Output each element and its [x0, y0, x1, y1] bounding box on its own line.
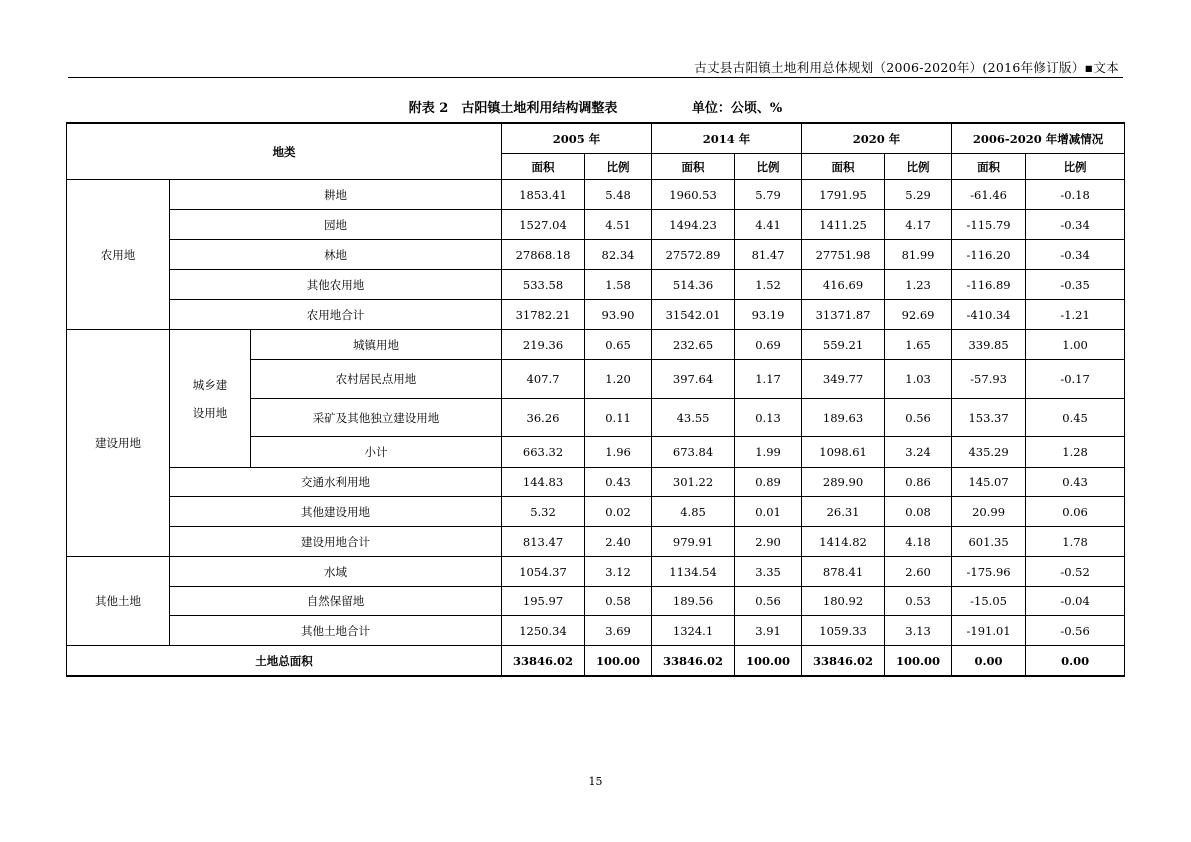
cell-ratio-2005: 0.65	[585, 330, 652, 360]
cell-ratio-2014: 93.19	[735, 300, 802, 330]
caption-unit: 单位：公顷、%	[691, 101, 783, 116]
cell-ratio-2014: 1.52	[735, 270, 802, 300]
cell-ratio-2014: 1.99	[735, 437, 802, 468]
cell-ratio-2014: 4.41	[735, 210, 802, 240]
cell-ratio-change: 0.43	[1026, 468, 1125, 497]
cell-ratio-2005: 0.11	[585, 399, 652, 437]
cell-area-2005: 1054.37	[502, 557, 585, 587]
row-label: 采矿及其他独立建设用地	[251, 399, 502, 437]
cell-ratio-2020: 5.29	[885, 180, 952, 210]
group-urban-rural-label: 城乡建设用地	[192, 377, 228, 420]
page-number: 15	[588, 775, 603, 788]
cell-ratio-2020: 4.18	[885, 527, 952, 557]
header-row-periods	[67, 123, 1125, 154]
header-period-2020: 2020 年	[802, 123, 952, 154]
land-use-structure-table	[66, 122, 1125, 677]
table-row	[67, 557, 1125, 587]
cell-ratio-2005: 1.20	[585, 360, 652, 399]
table-row	[67, 527, 1125, 557]
cell-ratio-2014: 0.89	[735, 468, 802, 497]
row-label: 水域	[170, 557, 502, 587]
cell-area-2005: 813.47	[502, 527, 585, 557]
cell-area-2020: 1098.61	[802, 437, 885, 468]
cell-area-2014: 27572.89	[652, 240, 735, 270]
cell-area-change: 0.00	[952, 646, 1026, 677]
cell-ratio-2005: 0.58	[585, 587, 652, 616]
cell-area-2005: 5.32	[502, 497, 585, 527]
table-row	[67, 240, 1125, 270]
cell-area-change: -116.20	[952, 240, 1026, 270]
row-label: 林地	[170, 240, 502, 270]
cell-ratio-change: 0.00	[1026, 646, 1125, 677]
cell-area-2020: 1059.33	[802, 616, 885, 646]
cell-ratio-2020: 1.65	[885, 330, 952, 360]
cell-area-2020: 31371.87	[802, 300, 885, 330]
cell-area-2020: 289.90	[802, 468, 885, 497]
cell-area-2014: 4.85	[652, 497, 735, 527]
cell-area-2005: 195.97	[502, 587, 585, 616]
group-construction-land: 建设用地	[67, 330, 170, 557]
cell-area-change: 153.37	[952, 399, 1026, 437]
cell-ratio-2014: 0.56	[735, 587, 802, 616]
cell-area-2020: 180.92	[802, 587, 885, 616]
cell-area-2005: 533.58	[502, 270, 585, 300]
table-caption	[0, 97, 1191, 116]
table-row-total	[67, 646, 1125, 677]
caption-title: 附表 2 古阳镇土地利用结构调整表	[408, 101, 618, 116]
table-row	[67, 468, 1125, 497]
row-label: 土地总面积	[67, 646, 502, 677]
cell-ratio-change: -0.17	[1026, 360, 1125, 399]
cell-ratio-2005: 2.40	[585, 527, 652, 557]
cell-area-change: -15.05	[952, 587, 1026, 616]
table-row	[67, 616, 1125, 646]
cell-area-2014: 31542.01	[652, 300, 735, 330]
cell-area-change: 435.29	[952, 437, 1026, 468]
cell-ratio-change: -0.52	[1026, 557, 1125, 587]
header-rule	[68, 77, 1123, 78]
cell-area-2014: 397.64	[652, 360, 735, 399]
cell-area-2014: 43.55	[652, 399, 735, 437]
cell-area-2005: 27868.18	[502, 240, 585, 270]
cell-area-2014: 514.36	[652, 270, 735, 300]
cell-area-2014: 33846.02	[652, 646, 735, 677]
table-row	[67, 497, 1125, 527]
header-ratio: 比例	[585, 154, 652, 180]
cell-ratio-2014: 100.00	[735, 646, 802, 677]
cell-area-change: 145.07	[952, 468, 1026, 497]
row-label: 耕地	[170, 180, 502, 210]
cell-ratio-2014: 2.90	[735, 527, 802, 557]
cell-ratio-change: -0.34	[1026, 210, 1125, 240]
cell-area-2005: 1250.34	[502, 616, 585, 646]
header-area: 面积	[802, 154, 885, 180]
cell-ratio-2005: 1.58	[585, 270, 652, 300]
header-period-change: 2006-2020 年增减情况	[952, 123, 1125, 154]
cell-area-2020: 27751.98	[802, 240, 885, 270]
header-ratio: 比例	[735, 154, 802, 180]
cell-ratio-2020: 3.13	[885, 616, 952, 646]
cell-ratio-2005: 0.02	[585, 497, 652, 527]
cell-area-2005: 219.36	[502, 330, 585, 360]
cell-ratio-change: 1.00	[1026, 330, 1125, 360]
cell-area-2020: 878.41	[802, 557, 885, 587]
cell-ratio-2005: 100.00	[585, 646, 652, 677]
cell-area-2014: 1960.53	[652, 180, 735, 210]
header-ratio: 比例	[1026, 154, 1125, 180]
cell-ratio-2020: 1.03	[885, 360, 952, 399]
group-other-land: 其他土地	[67, 557, 170, 646]
cell-area-2014: 979.91	[652, 527, 735, 557]
cell-ratio-2014: 81.47	[735, 240, 802, 270]
cell-ratio-2020: 2.60	[885, 557, 952, 587]
cell-area-2020: 26.31	[802, 497, 885, 527]
cell-area-2020: 33846.02	[802, 646, 885, 677]
header-area: 面积	[952, 154, 1026, 180]
cell-area-2014: 1134.54	[652, 557, 735, 587]
row-label: 建设用地合计	[170, 527, 502, 557]
cell-ratio-change: 1.28	[1026, 437, 1125, 468]
cell-ratio-2020: 0.86	[885, 468, 952, 497]
cell-area-2014: 1494.23	[652, 210, 735, 240]
cell-area-change: 339.85	[952, 330, 1026, 360]
header-category: 地类	[67, 123, 502, 180]
cell-area-2020: 189.63	[802, 399, 885, 437]
cell-area-2005: 1853.41	[502, 180, 585, 210]
row-label: 其他农用地	[170, 270, 502, 300]
cell-area-change: -175.96	[952, 557, 1026, 587]
cell-area-2005: 31782.21	[502, 300, 585, 330]
cell-ratio-2005: 0.43	[585, 468, 652, 497]
row-label: 其他建设用地	[170, 497, 502, 527]
cell-ratio-2020: 1.23	[885, 270, 952, 300]
table-row	[67, 300, 1125, 330]
cell-area-2014: 673.84	[652, 437, 735, 468]
cell-area-change: -61.46	[952, 180, 1026, 210]
cell-ratio-change: -0.18	[1026, 180, 1125, 210]
cell-area-2005: 144.83	[502, 468, 585, 497]
cell-ratio-2020: 3.24	[885, 437, 952, 468]
table-row	[67, 210, 1125, 240]
cell-ratio-2014: 0.13	[735, 399, 802, 437]
cell-ratio-change: -0.56	[1026, 616, 1125, 646]
cell-area-2020: 1791.95	[802, 180, 885, 210]
cell-ratio-2014: 0.69	[735, 330, 802, 360]
cell-area-2005: 407.7	[502, 360, 585, 399]
cell-ratio-2005: 82.34	[585, 240, 652, 270]
cell-ratio-change: -0.34	[1026, 240, 1125, 270]
cell-ratio-change: -0.04	[1026, 587, 1125, 616]
header-area: 面积	[652, 154, 735, 180]
cell-area-2020: 1414.82	[802, 527, 885, 557]
row-label: 城镇用地	[251, 330, 502, 360]
cell-ratio-2020: 0.08	[885, 497, 952, 527]
cell-ratio-change: 0.06	[1026, 497, 1125, 527]
cell-ratio-2020: 100.00	[885, 646, 952, 677]
group-urban-rural-land	[170, 330, 251, 468]
cell-ratio-2020: 81.99	[885, 240, 952, 270]
table-row	[67, 587, 1125, 616]
cell-ratio-2020: 0.53	[885, 587, 952, 616]
table-row	[67, 180, 1125, 210]
cell-area-2020: 559.21	[802, 330, 885, 360]
row-label: 农用地合计	[170, 300, 502, 330]
header-area: 面积	[502, 154, 585, 180]
cell-area-change: -410.34	[952, 300, 1026, 330]
cell-ratio-2005: 93.90	[585, 300, 652, 330]
cell-ratio-2005: 1.96	[585, 437, 652, 468]
cell-area-2005: 1527.04	[502, 210, 585, 240]
cell-ratio-2020: 4.17	[885, 210, 952, 240]
cell-ratio-change: 1.78	[1026, 527, 1125, 557]
cell-ratio-2014: 5.79	[735, 180, 802, 210]
table-row	[67, 330, 1125, 360]
cell-area-change: -116.89	[952, 270, 1026, 300]
table-row	[67, 270, 1125, 300]
cell-ratio-change: 0.45	[1026, 399, 1125, 437]
cell-ratio-2005: 4.51	[585, 210, 652, 240]
row-label: 交通水利用地	[170, 468, 502, 497]
cell-ratio-2014: 3.91	[735, 616, 802, 646]
cell-ratio-change: -1.21	[1026, 300, 1125, 330]
cell-ratio-2014: 3.35	[735, 557, 802, 587]
cell-area-change: -191.01	[952, 616, 1026, 646]
header-period-2014: 2014 年	[652, 123, 802, 154]
header-period-2005: 2005 年	[502, 123, 652, 154]
cell-area-2020: 349.77	[802, 360, 885, 399]
cell-area-2014: 232.65	[652, 330, 735, 360]
cell-area-change: -57.93	[952, 360, 1026, 399]
cell-area-2014: 189.56	[652, 587, 735, 616]
cell-area-2020: 1411.25	[802, 210, 885, 240]
row-label: 自然保留地	[170, 587, 502, 616]
cell-area-change: 20.99	[952, 497, 1026, 527]
cell-ratio-2014: 0.01	[735, 497, 802, 527]
running-header: 古丈县古阳镇土地利用总体规划（2006-2020年）(2016年修订版）▪文本	[694, 60, 1119, 75]
cell-area-2005: 663.32	[502, 437, 585, 468]
cell-ratio-2020: 0.56	[885, 399, 952, 437]
header-ratio: 比例	[885, 154, 952, 180]
row-label: 小计	[251, 437, 502, 468]
cell-area-change: -115.79	[952, 210, 1026, 240]
group-agricultural-land: 农用地	[67, 180, 170, 330]
cell-ratio-2020: 92.69	[885, 300, 952, 330]
cell-area-2014: 301.22	[652, 468, 735, 497]
row-label: 园地	[170, 210, 502, 240]
cell-area-change: 601.35	[952, 527, 1026, 557]
cell-ratio-2005: 3.69	[585, 616, 652, 646]
row-label: 其他土地合计	[170, 616, 502, 646]
row-label: 农村居民点用地	[251, 360, 502, 399]
cell-area-2020: 416.69	[802, 270, 885, 300]
cell-ratio-2014: 1.17	[735, 360, 802, 399]
cell-ratio-2005: 3.12	[585, 557, 652, 587]
cell-ratio-change: -0.35	[1026, 270, 1125, 300]
cell-ratio-2005: 5.48	[585, 180, 652, 210]
cell-area-2014: 1324.1	[652, 616, 735, 646]
cell-area-2005: 33846.02	[502, 646, 585, 677]
cell-area-2005: 36.26	[502, 399, 585, 437]
